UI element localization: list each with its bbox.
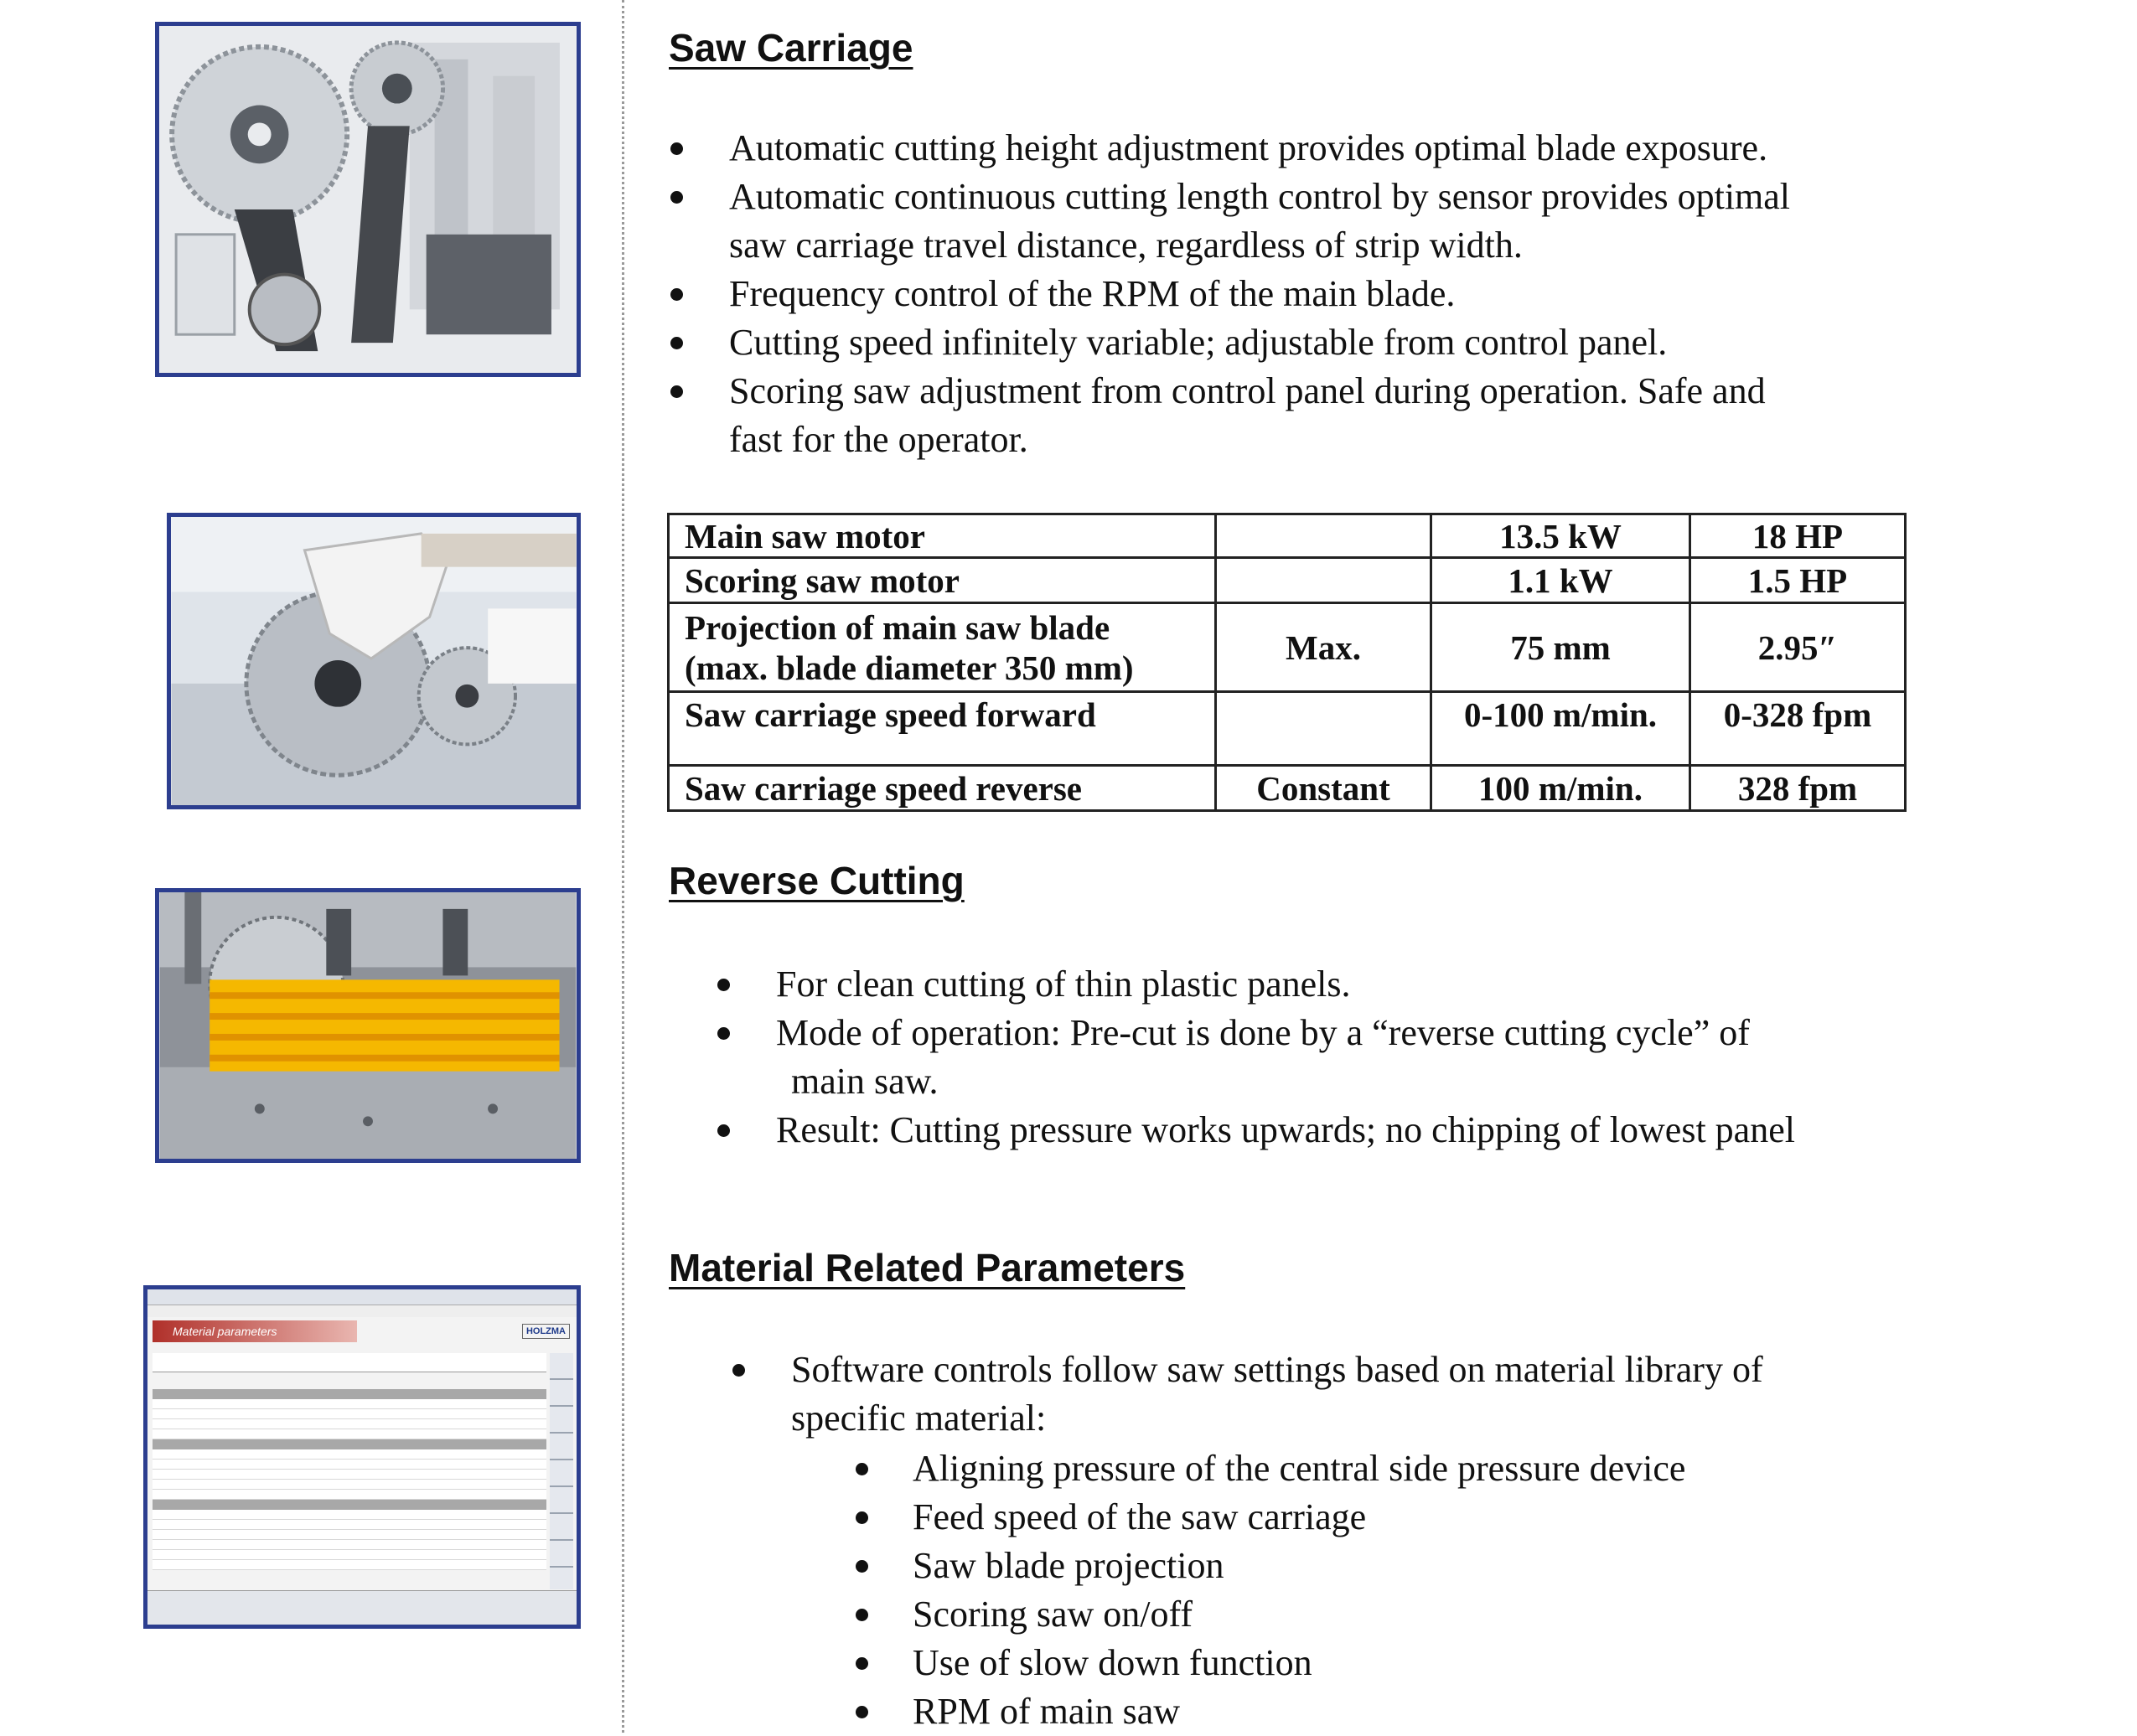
spec-label: Scoring saw motor [669,558,1216,603]
saw-carriage-illustration [159,26,577,373]
bullet-text: Cutting speed infinitely variable; adjustable from control panel. [729,322,1668,363]
reverse-cutting-photo [155,888,581,1163]
bullet-text: Software controls follow saw settings based on material library of [791,1349,1763,1390]
saw-carriage-bullets [729,124,1927,464]
bullet-text-continued: specific material: [791,1398,1047,1439]
bullet-icon [856,1706,868,1718]
software-menubar [147,1305,577,1317]
spec-label: Main saw motor [669,514,1216,558]
sub-bullet-text: Feed speed of the saw carriage [913,1496,1367,1537]
list-item [791,1346,1964,1443]
spec-qualifier [1216,514,1431,558]
reverse-cutting-illustration [159,892,577,1159]
spec-metric: 13.5 kW [1431,514,1690,558]
software-rows [153,1449,546,1500]
spec-metric: 1.1 kW [1431,558,1690,603]
saw-carriage-photo [155,22,581,377]
reverse-cutting-bullets [776,960,1949,1155]
sub-bullet-text: RPM of main saw [913,1691,1180,1732]
list-item [729,318,1927,367]
spec-imperial: 1.5 HP [1690,558,1906,603]
saw-carriage-heading: Saw Carriage [669,26,913,70]
bullet-text: Result: Cutting pressure works upwards; no chipping of lowest panel [776,1109,1795,1150]
bullet-text: For clean cutting of thin plastic panels. [776,964,1351,1005]
bullet-text: Frequency control of the RPM of the main blade. [729,273,1456,314]
reverse-cutting-heading: Reverse Cutting [669,859,965,902]
table-row [669,603,1906,692]
spec-imperial: 328 fpm [1690,766,1906,811]
sub-list-item [913,1687,2002,1736]
spec-metric: 0-100 m/min. [1431,692,1690,766]
bullet-text: Mode of operation: Pre-cut is done by a “reverse cutting cycle” of [776,1012,1750,1053]
software-rows [153,1510,546,1570]
spec-qualifier: Constant [1216,766,1431,811]
software-function-bar [147,1590,577,1625]
spec-qualifier: Max. [1216,603,1431,692]
bullet-text: Automatic continuous cutting length control by sensor provides optimal [729,176,1791,217]
spec-label: Saw carriage speed reverse [669,766,1216,811]
list-item [776,1009,1949,1106]
table-row [669,692,1906,766]
bullet-icon [856,1609,868,1621]
bullet-icon [856,1657,868,1670]
sub-bullet-text: Use of slow down function [913,1642,1312,1683]
sub-list-item [913,1590,2002,1639]
material-parameters-bullets [791,1346,1964,1443]
spec-imperial: 2.95″ [1690,603,1906,692]
material-parameters-heading: Material Related Parameters [669,1246,1186,1289]
software-section-bar [153,1439,546,1449]
bullet-icon [856,1511,868,1524]
sub-list-item [913,1639,2002,1687]
spec-label: Saw carriage speed forward [669,692,1216,766]
bullet-icon [670,191,683,204]
sub-list-item [913,1493,2002,1542]
list-item [729,124,1927,173]
software-screenshot [143,1285,581,1629]
software-group-row [153,1353,546,1372]
software-section-bar [153,1389,546,1399]
table-row [669,558,1906,603]
spec-imperial: 18 HP [1690,514,1906,558]
list-item [729,270,1927,318]
spec-metric: 75 mm [1431,603,1690,692]
bullet-text: Automatic cutting height adjustment provides optimal blade exposure. [729,127,1768,168]
list-item [729,367,1927,464]
table-row [669,514,1906,558]
bullet-icon [670,142,683,155]
software-window [147,1289,577,1625]
software-side-toolbar [550,1353,573,1589]
software-header-bar: Material parameters [153,1320,357,1342]
table-row [669,766,1906,811]
sub-bullet-text: Aligning pressure of the central side pressure device [913,1448,1686,1489]
sub-bullet-text: Saw blade projection [913,1545,1224,1586]
spec-metric: 100 m/min. [1431,766,1690,811]
list-item [776,960,1949,1009]
spec-label [669,603,1216,692]
bullet-text-continued: saw carriage travel distance, regardless of strip width. [729,225,1523,266]
bullet-icon [717,1027,730,1040]
sub-list-item [913,1542,2002,1590]
sub-bullet-text: Scoring saw on/off [913,1594,1193,1635]
scoring-saw-photo [167,513,581,809]
software-brand-logo: HOLZMA [522,1324,570,1339]
bullet-icon [717,1124,730,1137]
material-parameters-sub-bullets [913,1444,2002,1736]
spec-label-line2: (max. blade diameter 350 mm) [685,648,1134,687]
spec-qualifier [1216,692,1431,766]
bullet-icon [670,385,683,398]
specs-table [667,513,1907,812]
scoring-saw-illustration [171,517,577,805]
software-rows [153,1399,546,1439]
software-titlebar [147,1289,577,1305]
bullet-icon [856,1560,868,1573]
bullet-text-continued: fast for the operator. [729,419,1028,460]
spec-qualifier [1216,558,1431,603]
bullet-icon [670,288,683,301]
list-item [729,173,1927,270]
bullet-icon [732,1364,745,1377]
list-item [776,1106,1949,1155]
bullet-icon [717,979,730,991]
spec-imperial: 0-328 fpm [1690,692,1906,766]
bullet-text: Scoring saw adjustment from control panel during operation. Safe and [729,370,1766,411]
bullet-text-continued: main saw. [791,1061,939,1102]
sub-list-item [913,1444,2002,1493]
software-section-bar [153,1500,546,1510]
spec-label-line1: Projection of main saw blade [685,607,1110,647]
bullet-icon [670,337,683,349]
column-divider [622,0,624,1733]
bullet-icon [856,1463,868,1475]
